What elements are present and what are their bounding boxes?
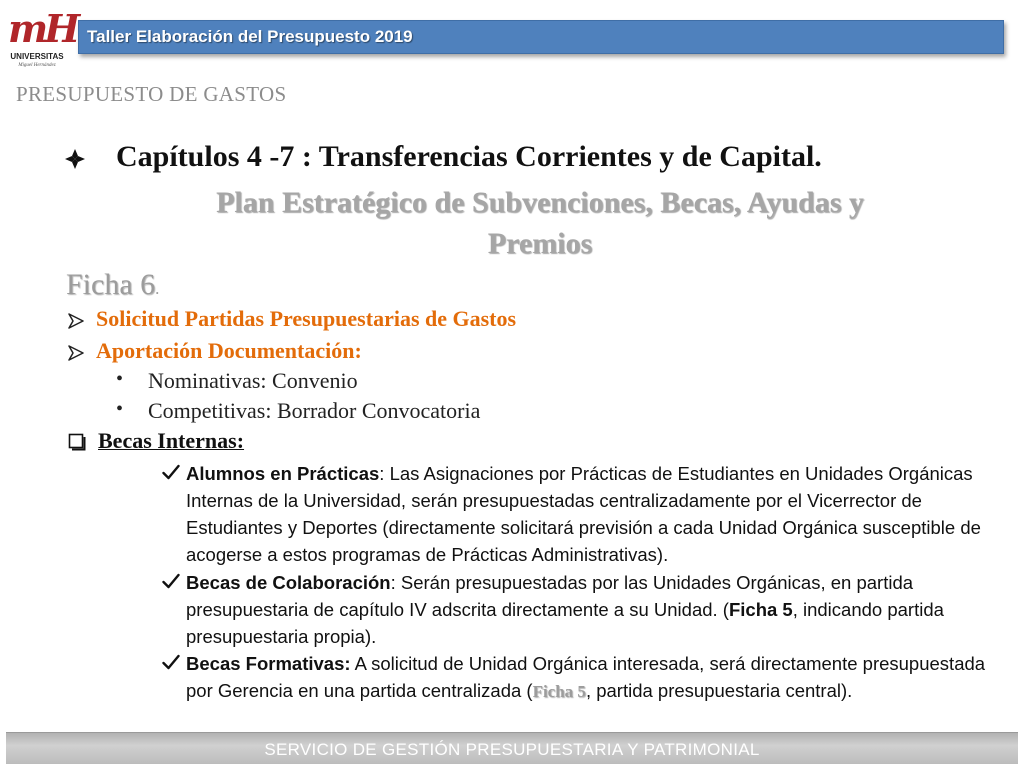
check-item-body: : Serán presupuestadas por las Unidades Orgánicas, en partida presupuestaria de capítulo IV adscrita directamente a su Unidad. ( [186,572,914,620]
check-item-text [186,460,1008,568]
checkmark-icon [162,654,180,670]
check-item-text [186,569,1008,650]
logo-mark: mH [8,6,77,51]
ficha-dot: . [155,279,160,298]
arrow-item-label: Aportación Documentación: [96,338,362,363]
ficha-title: Ficha 6 [66,268,156,301]
checkmark-icon [162,573,180,589]
check-item-tail: , indicando partida presupuestaria propia). [186,599,944,647]
check-item-body: A solicitud de Unidad Orgánica interesada, será directamente presupuestada por Gerencia en una partida centralizada ( [186,653,986,701]
becas-internas-label: Becas Internas: [98,428,245,453]
checkbox-bullet-icon [68,433,86,451]
check-item-label: Becas de Colaboración [186,572,391,593]
checkmark-icon [162,464,180,480]
ficha-heading [66,268,159,302]
diamond-bullet-icon [64,148,86,170]
footer-text: SERVICIO DE GESTIÓN PRESUPUESTARIA Y PATRIMONIAL [264,740,760,759]
logo-name: UNIVERSITAS [10,52,64,61]
subheading [140,182,940,264]
arrow-bullet-icon [68,345,84,361]
check-item-tail: , partida presupuestaria central). [585,680,853,701]
slide-title: Taller Elaboración del Presupuesto 2019 [87,27,413,46]
dot-item-label: Nominativas: Convenio [148,368,358,393]
check-item-body: : Las Asignaciones por Prácticas de Estudiantes en Unidades Orgánicas Internas de la Universidad, serán presupuestadas centralizadamente por el Vicerrector de Estudiantes y Deportes (directamente solicitará previsión a cada Unidad Orgánica susceptible de acogerse a estos programas de Prácticas Administrativas). [186,463,981,565]
footer-bar [6,732,1018,764]
subheading-line-1: Plan Estratégico de Subvenciones, Becas, Ayudas y [216,186,864,219]
main-heading: Capítulos 4 -7 : Transferencias Corrientes y de Capital. [116,140,822,173]
title-bar [78,20,1004,54]
subheading-line-2: Premios [487,227,593,260]
arrow-bullet-icon [68,313,84,329]
check-item-text [186,650,1008,705]
check-item-label: Becas Formativas: [186,653,351,674]
bullet-dot-icon: • [116,398,124,420]
university-logo [6,6,77,74]
ficha-ref: Ficha 5 [728,599,793,620]
logo-subname: Miguel Hernández [18,63,56,68]
check-item-label: Alumnos en Prácticas [186,463,380,484]
dot-item-label: Competitivas: Borrador Convocatoria [148,398,481,423]
arrow-item-label: Solicitud Partidas Presupuestarias de Gastos [96,306,517,331]
ficha-ref: Ficha 5 [532,682,586,701]
section-label: PRESUPUESTO DE GASTOS [16,82,287,106]
bullet-dot-icon: • [116,368,124,390]
